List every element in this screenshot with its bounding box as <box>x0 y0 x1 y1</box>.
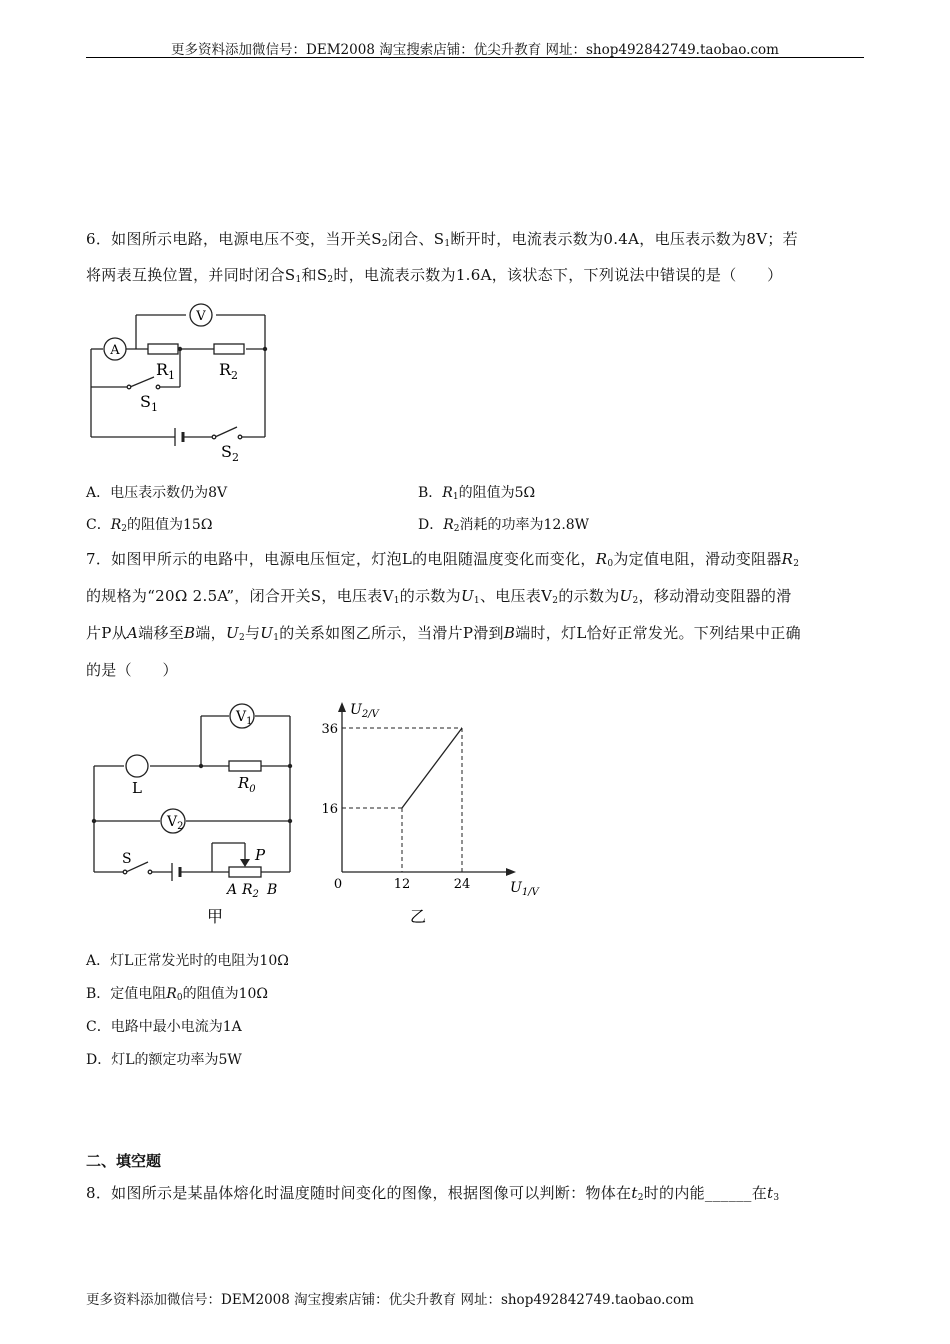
q7-r2-label: $R_2$ <box>242 882 259 900</box>
q6-line1 <box>86 228 798 249</box>
q6-option-c: C．$R_2$的阻值为15Ω <box>86 517 213 534</box>
y-axis-label: $U_{2/V}$ <box>350 702 379 720</box>
q6-line1-b: 闭合、S <box>387 230 445 248</box>
q6-r2-label: $R_2$ <box>219 360 239 382</box>
q7-option-b: B．定值电阻$R_0$的阻值为10Ω <box>86 986 268 1003</box>
q7-line1: 7．如图甲所示的电路中，电源电压恒定，灯泡L的电阻随温度变化而变化，$R_0$为定值电阻，滑动变阻器$R_2$ <box>86 550 800 569</box>
q6-line2-s1-sub: 1 <box>295 275 302 285</box>
q6-voltmeter-label: V <box>196 309 206 324</box>
q7-end-a-label: A <box>227 882 238 898</box>
x-axis-label-text: 1/V <box>521 887 539 898</box>
q6-line2 <box>86 264 782 285</box>
q7-graph-caption: 乙 <box>410 907 427 926</box>
x-tick-label: 12 <box>393 877 411 892</box>
q7-v1-label: $V_1$ <box>236 709 253 727</box>
q7-r0-label: $R_0$ <box>238 774 256 795</box>
header-rule <box>86 57 864 58</box>
q7-circuit-caption: 甲 <box>207 907 224 926</box>
y-tick-label: 16 <box>321 802 338 817</box>
q7-graph <box>320 700 560 930</box>
q7-option-c: C．电路中最小电流为1A <box>86 1019 242 1035</box>
page-header: 更多资料添加微信号：DEM2008 淘宝搜索店铺：优尖升教育 网址：shop492842749.taobao.com <box>171 42 779 58</box>
q6-line2-b: 和S <box>301 266 328 284</box>
y-axis-label-text: 2/V <box>361 709 379 720</box>
q6-line1-s1-sub: 1 <box>444 239 451 249</box>
q6-circuit-diagram <box>86 298 286 468</box>
q7-v2-label: $V_2$ <box>167 814 184 832</box>
q7-switch-label: S <box>122 851 132 867</box>
q6-s1-label: $S_1$ <box>140 392 158 414</box>
q7-line3: 片P从A端移至B端，$U_2$与$U_1$的关系如图乙所示，当滑片P滑到B端时，灯L恰好正常发光。下列结果中正确 <box>86 624 801 643</box>
x-axis-label: $U_{1/V}$ <box>510 880 539 898</box>
series-line-0 <box>402 728 462 808</box>
q6-line2-c: 时，电流表示数为1.6A，该状态下，下列说法中错误的是（ ） <box>333 266 783 284</box>
q7-line2: 的规格为“20Ω 2.5A”，闭合开关S，电压表$V_1$的示数为$U_1$、电压表$V_2$的示数为$U_2$，移动滑动变阻器的滑 <box>86 587 792 606</box>
x-tick-label: 24 <box>453 877 471 892</box>
q6-s2-label: $S_2$ <box>221 442 239 464</box>
q6-option-b: B．$R_1$的阻值为5Ω <box>418 485 536 502</box>
q8-line1: 8．如图所示是某晶体熔化时温度随时间变化的图像，根据图像可以判断：物体在$t_2$时的内能______在$t_3$ <box>86 1184 780 1203</box>
q7-end-b-label: B <box>267 882 278 898</box>
q7-line4: 的是（ ） <box>86 661 178 679</box>
q6-r1-label: $R_1$ <box>156 360 176 382</box>
page-footer: 更多资料添加微信号：DEM2008 淘宝搜索店铺：优尖升教育 网址：shop492842749.taobao.com <box>86 1292 694 1308</box>
q6-line1-s2-sub: 2 <box>381 239 388 249</box>
q6-option-a: A．电压表示数仍为8V <box>86 485 228 501</box>
q6-line1-a: 6．如图所示电路，电源电压不变，当开关S <box>86 230 382 248</box>
q6-line1-c: 断开时，电流表示数为0.4A，电压表示数为8V；若 <box>450 230 798 248</box>
q7-lamp-label: L <box>132 779 142 797</box>
q7-option-a: A．灯L正常发光时的电阻为10Ω <box>86 953 289 969</box>
q6-ammeter-label: A <box>110 343 120 358</box>
y-tick-label: 36 <box>321 722 338 737</box>
q6-line2-s2-sub: 2 <box>327 275 334 285</box>
q6-line2-a: 将两表互换位置，并同时闭合S <box>86 266 296 284</box>
q7-slider-label: P <box>255 846 266 864</box>
x-tick-label: 0 <box>333 877 343 892</box>
section-title: 二、填空题 <box>86 1152 162 1170</box>
q7-option-d: D．灯L的额定功率为5W <box>86 1052 242 1068</box>
q6-option-d: D．$R_2$消耗的功率为12.8W <box>418 517 590 534</box>
q7-circuit-diagram <box>86 700 306 930</box>
